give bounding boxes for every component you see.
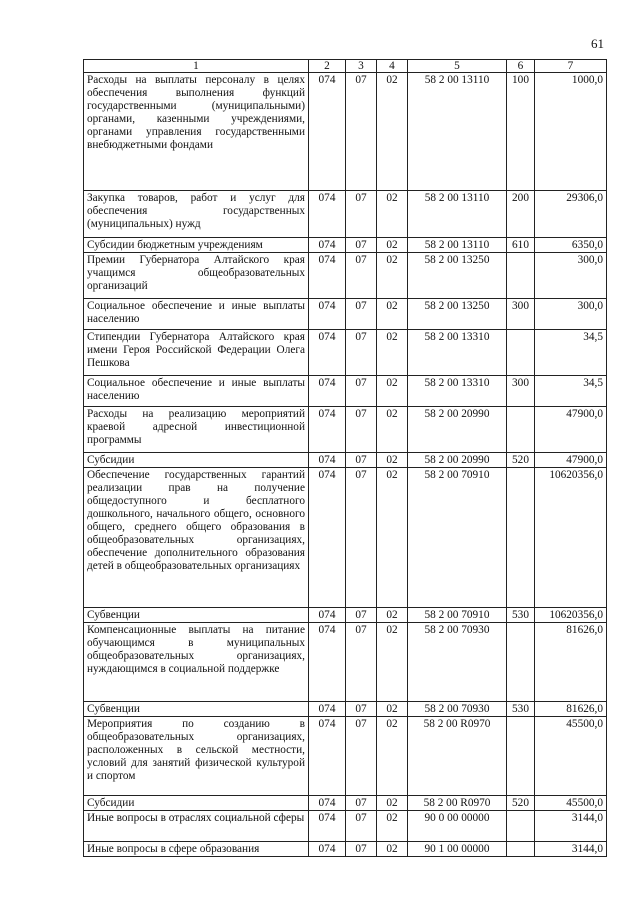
row-target-article: 58 2 00 20990 — [408, 407, 507, 453]
row-ministry-code: 074 — [309, 330, 346, 376]
row-section: 07 — [346, 702, 377, 717]
row-section: 07 — [346, 191, 377, 238]
row-section: 07 — [346, 842, 377, 857]
row-amount: 45500,0 — [535, 796, 607, 811]
row-amount: 10620356,0 — [535, 468, 607, 608]
row-ministry-code: 074 — [309, 842, 346, 857]
row-ministry-code: 074 — [309, 238, 346, 253]
row-ministry-code: 074 — [309, 702, 346, 717]
row-subsection: 02 — [377, 842, 408, 857]
row-amount: 300,0 — [535, 299, 607, 330]
row-ministry-code: 074 — [309, 253, 346, 299]
row-amount: 47900,0 — [535, 407, 607, 453]
row-section: 07 — [346, 453, 377, 468]
row-subsection: 02 — [377, 811, 408, 842]
row-subsection: 02 — [377, 376, 408, 407]
row-subsection: 02 — [377, 796, 408, 811]
row-amount: 47900,0 — [535, 453, 607, 468]
row-name: Субвенции — [84, 608, 309, 623]
table-row — [84, 842, 607, 857]
row-target-article: 58 2 00 13310 — [408, 376, 507, 407]
row-subsection: 02 — [377, 330, 408, 376]
table-row — [84, 811, 607, 842]
column-header-6: 6 — [507, 60, 535, 73]
row-subsection: 02 — [377, 238, 408, 253]
row-target-article: 58 2 00 13250 — [408, 253, 507, 299]
row-name: Закупка товаров, работ и услуг для обеспечения государственных (муниципальных) нужд — [84, 191, 309, 238]
row-expense-type — [507, 407, 535, 453]
row-name: Субсидии — [84, 796, 309, 811]
table-row — [84, 717, 607, 796]
row-target-article: 58 2 00 70930 — [408, 623, 507, 702]
table-row — [84, 796, 607, 811]
row-section: 07 — [346, 796, 377, 811]
row-name: Иные вопросы в сфере образования — [84, 842, 309, 857]
row-ministry-code: 074 — [309, 73, 346, 191]
row-subsection: 02 — [377, 407, 408, 453]
row-ministry-code: 074 — [309, 608, 346, 623]
row-name: Расходы на выплаты персоналу в целях обеспечения выполнения функций государственными (муниципальными) органами, казенными учреждениями, органами управления государственными внебюджетными фондами — [84, 73, 309, 191]
row-expense-type: 100 — [507, 73, 535, 191]
budget-table — [83, 59, 607, 857]
table-row — [84, 702, 607, 717]
row-expense-type: 520 — [507, 796, 535, 811]
row-expense-type — [507, 717, 535, 796]
row-amount: 34,5 — [535, 376, 607, 407]
row-expense-type — [507, 253, 535, 299]
row-section: 07 — [346, 623, 377, 702]
row-amount: 300,0 — [535, 253, 607, 299]
row-subsection: 02 — [377, 453, 408, 468]
row-subsection: 02 — [377, 253, 408, 299]
row-subsection: 02 — [377, 73, 408, 191]
row-name: Субвенции — [84, 702, 309, 717]
row-section: 07 — [346, 608, 377, 623]
row-target-article: 58 2 00 R0970 — [408, 717, 507, 796]
row-subsection: 02 — [377, 717, 408, 796]
row-expense-type: 610 — [507, 238, 535, 253]
row-expense-type — [507, 811, 535, 842]
row-amount: 6350,0 — [535, 238, 607, 253]
table-row — [84, 191, 607, 238]
column-header-2: 2 — [309, 60, 346, 73]
table-row — [84, 623, 607, 702]
row-expense-type — [507, 623, 535, 702]
row-ministry-code: 074 — [309, 299, 346, 330]
table-row — [84, 330, 607, 376]
row-ministry-code: 074 — [309, 453, 346, 468]
row-target-article: 58 2 00 70910 — [408, 468, 507, 608]
row-ministry-code: 074 — [309, 717, 346, 796]
row-ministry-code: 074 — [309, 811, 346, 842]
row-section: 07 — [346, 73, 377, 191]
row-amount: 81626,0 — [535, 623, 607, 702]
header-row — [84, 60, 607, 73]
row-subsection: 02 — [377, 608, 408, 623]
table-row — [84, 253, 607, 299]
row-section: 07 — [346, 468, 377, 608]
table-row — [84, 376, 607, 407]
row-section: 07 — [346, 717, 377, 796]
row-expense-type: 300 — [507, 376, 535, 407]
row-expense-type: 530 — [507, 608, 535, 623]
row-target-article: 58 2 00 13250 — [408, 299, 507, 330]
column-header-7: 7 — [535, 60, 607, 73]
row-name: Премии Губернатора Алтайского края учащимся общеобразовательных организаций — [84, 253, 309, 299]
row-amount: 45500,0 — [535, 717, 607, 796]
row-name: Мероприятия по созданию в общеобразовательных организациях, расположенных в сельской местности, условий для занятий физической культурой и спортом — [84, 717, 309, 796]
row-subsection: 02 — [377, 299, 408, 330]
row-amount: 1000,0 — [535, 73, 607, 191]
row-name: Расходы на реализацию мероприятий краевой адресной инвестиционной программы — [84, 407, 309, 453]
row-expense-type — [507, 330, 535, 376]
row-section: 07 — [346, 811, 377, 842]
row-name: Обеспечение государственных гарантий реализации прав на получение общедоступного и бесплатного дошкольного, начального общего, основного общего, среднего общего образования в общеобразовательных организациях, обеспечение дополнительного образования детей в общеобразовательных организациях — [84, 468, 309, 608]
row-amount: 34,5 — [535, 330, 607, 376]
row-target-article: 58 2 00 13110 — [408, 191, 507, 238]
row-subsection: 02 — [377, 191, 408, 238]
row-target-article: 58 2 00 20990 — [408, 453, 507, 468]
column-header-5: 5 — [408, 60, 507, 73]
column-header-1: 1 — [84, 60, 309, 73]
table-row — [84, 608, 607, 623]
row-ministry-code: 074 — [309, 191, 346, 238]
row-section: 07 — [346, 253, 377, 299]
row-subsection: 02 — [377, 623, 408, 702]
row-target-article: 58 2 00 70910 — [408, 608, 507, 623]
row-name: Компенсационные выплаты на питание обучающимся в муниципальных общеобразовательных организациях, нуждающимся в социальной поддержке — [84, 623, 309, 702]
row-ministry-code: 074 — [309, 468, 346, 608]
row-target-article: 58 2 00 R0970 — [408, 796, 507, 811]
table-row — [84, 299, 607, 330]
row-name: Стипендии Губернатора Алтайского края имени Героя Российской Федерации Олега Пешкова — [84, 330, 309, 376]
table-row — [84, 453, 607, 468]
row-target-article: 90 0 00 00000 — [408, 811, 507, 842]
row-subsection: 02 — [377, 702, 408, 717]
row-name: Социальное обеспечение и иные выплаты населению — [84, 299, 309, 330]
row-target-article: 58 2 00 70930 — [408, 702, 507, 717]
row-section: 07 — [346, 330, 377, 376]
table-row — [84, 73, 607, 191]
page-number: 61 — [591, 36, 604, 51]
row-expense-type — [507, 842, 535, 857]
row-subsection: 02 — [377, 468, 408, 608]
row-expense-type: 520 — [507, 453, 535, 468]
row-ministry-code: 074 — [309, 376, 346, 407]
row-target-article: 58 2 00 13110 — [408, 73, 507, 191]
row-amount: 3144,0 — [535, 842, 607, 857]
row-expense-type — [507, 468, 535, 608]
row-amount: 10620356,0 — [535, 608, 607, 623]
row-target-article: 58 2 00 13110 — [408, 238, 507, 253]
row-ministry-code: 074 — [309, 407, 346, 453]
row-section: 07 — [346, 238, 377, 253]
row-amount: 29306,0 — [535, 191, 607, 238]
column-header-4: 4 — [377, 60, 408, 73]
row-target-article: 90 1 00 00000 — [408, 842, 507, 857]
row-ministry-code: 074 — [309, 796, 346, 811]
row-amount: 81626,0 — [535, 702, 607, 717]
row-ministry-code: 074 — [309, 623, 346, 702]
row-expense-type: 300 — [507, 299, 535, 330]
row-name: Иные вопросы в отраслях социальной сферы — [84, 811, 309, 842]
column-header-3: 3 — [346, 60, 377, 73]
row-name: Субсидии бюджетным учреждениям — [84, 238, 309, 253]
table-row — [84, 468, 607, 608]
row-section: 07 — [346, 407, 377, 453]
row-expense-type: 200 — [507, 191, 535, 238]
row-section: 07 — [346, 376, 377, 407]
row-amount: 3144,0 — [535, 811, 607, 842]
table-row — [84, 238, 607, 253]
row-target-article: 58 2 00 13310 — [408, 330, 507, 376]
row-expense-type: 530 — [507, 702, 535, 717]
row-section: 07 — [346, 299, 377, 330]
row-name: Субсидии — [84, 453, 309, 468]
row-name: Социальное обеспечение и иные выплаты населению — [84, 376, 309, 407]
table-row — [84, 407, 607, 453]
